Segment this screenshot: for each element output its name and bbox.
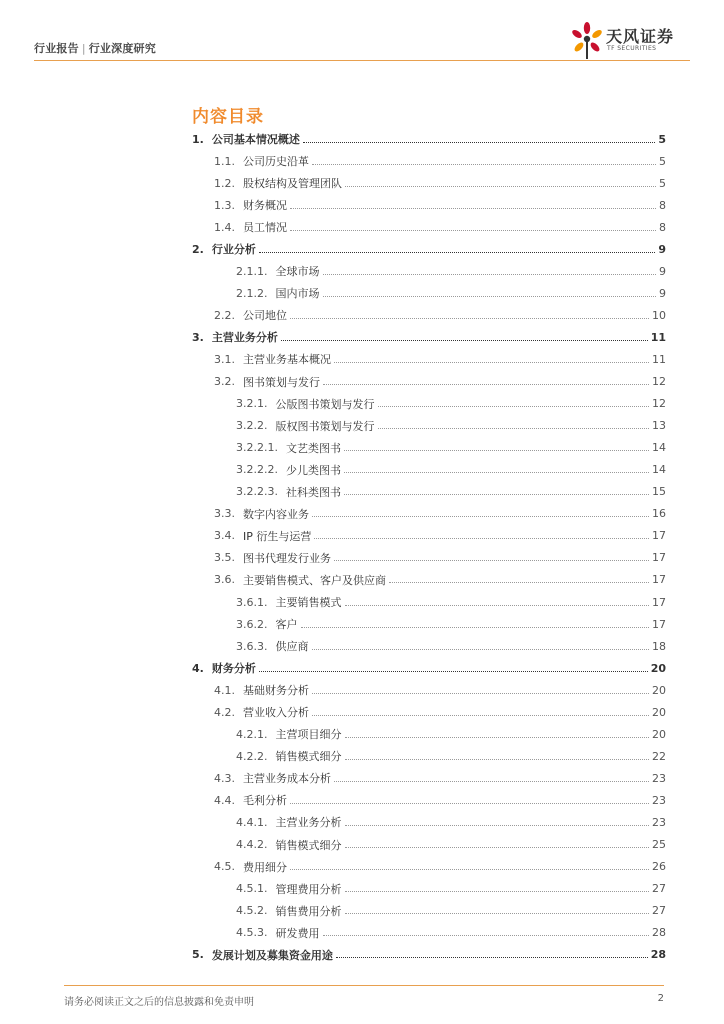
toc-entry[interactable] — [192, 922, 666, 944]
toc-dot-leader — [259, 671, 648, 672]
toc-entry-number: 4.5.3. — [236, 926, 268, 940]
toc-entry[interactable] — [192, 128, 666, 150]
toc-dot-leader — [303, 142, 656, 143]
toc-entry[interactable] — [192, 348, 666, 370]
toc-entry-title: 主要销售模式、客户及供应商 — [243, 573, 386, 587]
toc-entry-page: 23 — [652, 815, 666, 829]
toc-entry[interactable] — [192, 569, 666, 591]
toc-title: 内容目录 — [192, 107, 264, 127]
toc-dot-leader — [259, 252, 656, 253]
toc-entry[interactable] — [192, 216, 666, 238]
toc-dot-leader — [344, 450, 649, 451]
toc-entry-number: 4.1. — [214, 683, 235, 697]
toc-entry-page: 12 — [652, 375, 666, 389]
toc-entry-number: 3.6.2. — [236, 617, 268, 631]
toc-entry-title: 财务分析 — [211, 662, 256, 676]
toc-dot-leader — [312, 693, 649, 694]
toc-entry-title: 管理费用分析 — [275, 882, 342, 896]
toc-entry-page: 27 — [652, 882, 666, 896]
toc-entry-page: 17 — [652, 551, 666, 565]
toc-entry-title: 图书策划与发行 — [243, 375, 320, 389]
toc-entry-number: 4.4.2. — [236, 838, 268, 852]
toc-entry-number: 3.2.1. — [236, 397, 268, 411]
toc-entry[interactable] — [192, 481, 666, 503]
toc-entry-page: 26 — [652, 860, 666, 874]
toc-entry-page: 17 — [652, 595, 666, 609]
toc-entry-title: 版权图书策划与发行 — [275, 419, 375, 433]
toc-entry-number: 2.1.2. — [236, 286, 268, 300]
toc-entry[interactable] — [192, 326, 666, 348]
toc-dot-leader — [290, 230, 656, 231]
toc-entry-page: 28 — [650, 948, 666, 962]
toc-entry-number: 3.2.2.3. — [236, 485, 278, 499]
toc-dot-leader — [312, 164, 656, 165]
toc-entry[interactable] — [192, 547, 666, 569]
toc-entry[interactable] — [192, 260, 666, 282]
toc-entry-page: 20 — [650, 661, 666, 675]
toc-entry-title: 基础财务分析 — [243, 684, 309, 698]
toc-entry-number: 5. — [192, 948, 204, 962]
toc-entry[interactable] — [192, 282, 666, 304]
toc-entry-number: 4.3. — [214, 771, 235, 785]
toc-entry-number: 1.4. — [214, 220, 235, 234]
toc-entry-page: 13 — [652, 419, 666, 433]
toc-entry-title: 公司基本情况概述 — [211, 133, 300, 147]
footer-divider — [64, 985, 664, 986]
toc-entry[interactable] — [192, 371, 666, 393]
toc-entry-title: 少儿类图书 — [285, 463, 341, 477]
toc-dot-leader — [290, 869, 649, 870]
toc-entry-title: 供应商 — [275, 640, 309, 654]
toc-entry-title: 数字内容业务 — [243, 507, 309, 521]
toc-dot-leader — [345, 186, 656, 187]
toc-dot-leader — [281, 340, 648, 341]
toc-entry[interactable] — [192, 194, 666, 216]
toc-entry[interactable] — [192, 723, 666, 745]
toc-entry-title: 股权结构及管理团队 — [243, 177, 342, 191]
toc-entry-number: 3.2.2. — [236, 419, 268, 433]
toc-entry-number: 3. — [192, 330, 204, 344]
toc-entry-title: 毛利分析 — [243, 794, 287, 808]
brand-name-en: TF SECURITIES — [607, 45, 657, 52]
toc-entry-page: 27 — [652, 904, 666, 918]
toc-entry-number: 4.4. — [214, 793, 235, 807]
toc-entry-number: 1.2. — [214, 176, 235, 190]
toc-entry-title: 发展计划及募集资金用途 — [211, 948, 333, 962]
toc-entry-title: 公版图书策划与发行 — [275, 397, 375, 411]
toc-entry[interactable] — [192, 767, 666, 789]
toc-entry-page: 25 — [652, 838, 666, 852]
toc-entry-page: 23 — [652, 793, 666, 807]
toc-entry-page: 20 — [652, 727, 666, 741]
report-category: 行业报告 | 行业深度研究 — [34, 42, 156, 55]
toc-dot-leader — [334, 560, 649, 561]
toc-entry-number: 3.6.1. — [236, 595, 268, 609]
toc-entry-number: 4.2.2. — [236, 749, 268, 763]
report-category-label: 行业报告 — [34, 42, 79, 55]
toc-entry[interactable] — [192, 834, 666, 856]
toc-entry-title: 主营业务分析 — [275, 816, 342, 830]
toc-dot-leader — [345, 605, 650, 606]
toc-entry-title: 员工情况 — [243, 221, 287, 235]
toc-dot-leader — [312, 516, 649, 517]
toc-entry-number: 3.1. — [214, 352, 235, 366]
page-footer — [64, 985, 664, 1013]
toc-dot-leader — [378, 428, 650, 429]
toc-dot-leader — [290, 803, 649, 804]
toc-entry[interactable] — [192, 437, 666, 459]
toc-entry-title: 营业收入分析 — [243, 706, 309, 720]
toc-dot-leader — [312, 715, 649, 716]
toc-entry-page: 14 — [652, 463, 666, 477]
report-subcategory-label: 行业深度研究 — [88, 42, 156, 55]
toc-dot-leader — [323, 296, 657, 297]
page-number: 2 — [657, 993, 664, 1004]
toc-entry[interactable] — [192, 657, 666, 679]
toc-dot-leader — [323, 384, 649, 385]
brand-logo — [570, 20, 690, 60]
toc-entry-title: 销售模式细分 — [275, 838, 342, 852]
toc-entry-title: 全球市场 — [275, 265, 320, 279]
brand-name-cn: 天风证券 — [606, 27, 675, 46]
footer-disclaimer: 请务必阅读正文之后的信息披露和免责申明 — [64, 997, 254, 1008]
toc-entry-title: 主营业务分析 — [211, 331, 278, 345]
toc-entry-page: 12 — [652, 397, 666, 411]
toc-entry-number: 4.5.1. — [236, 882, 268, 896]
toc-entry[interactable] — [192, 811, 666, 833]
toc-entry-page: 17 — [652, 573, 666, 587]
flower-logo-icon — [570, 20, 604, 60]
toc-dot-leader — [345, 913, 650, 914]
toc-entry-number: 1. — [192, 132, 204, 146]
toc-entry-page: 14 — [652, 441, 666, 455]
toc-entry-title: 主营业务基本概况 — [243, 353, 331, 367]
toc-entry[interactable] — [192, 459, 666, 481]
toc-entry[interactable] — [192, 679, 666, 701]
toc-entry-title: 行业分析 — [211, 243, 256, 257]
toc-dot-leader — [389, 582, 649, 583]
toc-dot-leader — [345, 847, 650, 848]
toc-dot-leader — [378, 406, 650, 407]
toc-entry-page: 9 — [658, 242, 666, 256]
toc-entry-title: 主营项目细分 — [275, 728, 342, 742]
toc-entry-page: 5 — [659, 176, 666, 190]
toc-entry-title: 社科类图书 — [285, 485, 341, 499]
toc-entry-number: 1.3. — [214, 198, 235, 212]
toc-entry-number: 3.5. — [214, 551, 235, 565]
toc-entry[interactable] — [192, 393, 666, 415]
toc-entry-number: 3.2.2.2. — [236, 463, 278, 477]
toc-entry-number: 4.2. — [214, 705, 235, 719]
toc-entry-page: 15 — [652, 485, 666, 499]
toc-dot-leader — [334, 362, 649, 363]
toc-entry-number: 3.6.3. — [236, 639, 268, 653]
toc-entry-number: 3.6. — [214, 573, 235, 587]
toc-entry[interactable] — [192, 525, 666, 547]
toc-entry[interactable] — [192, 503, 666, 525]
toc-dot-leader — [312, 649, 650, 650]
toc-entry[interactable] — [192, 944, 666, 966]
toc-entry-title: 文艺类图书 — [285, 441, 341, 455]
toc-entry[interactable] — [192, 172, 666, 194]
toc-entry-page: 5 — [658, 132, 666, 146]
toc-dot-leader — [336, 957, 648, 958]
toc-entry[interactable] — [192, 304, 666, 326]
toc-entry[interactable] — [192, 238, 666, 260]
toc-entry-page: 8 — [659, 220, 666, 234]
toc-entry-title: 销售模式细分 — [275, 750, 342, 764]
toc-entry-number: 4.2.1. — [236, 727, 268, 741]
toc-entry-page: 8 — [659, 198, 666, 212]
toc-entry-title: 客户 — [275, 618, 298, 632]
toc-entry-title: 主营业务成本分析 — [243, 772, 331, 786]
toc-entry-page: 20 — [652, 683, 666, 697]
toc-entry[interactable] — [192, 613, 666, 635]
toc-dot-leader — [334, 781, 649, 782]
toc-entry-number: 3.2.2.1. — [236, 441, 278, 455]
toc-entry[interactable] — [192, 415, 666, 437]
toc-entry[interactable] — [192, 856, 666, 878]
toc-dot-leader — [301, 627, 650, 628]
toc-entry-title: 销售费用分析 — [275, 904, 342, 918]
toc-dot-leader — [290, 208, 656, 209]
toc-entry-page: 9 — [659, 264, 666, 278]
toc-dot-leader — [344, 472, 649, 473]
page-header — [34, 0, 690, 62]
toc-entry-page: 11 — [650, 330, 666, 344]
toc-entry-page: 16 — [652, 507, 666, 521]
toc-entry-number: 2. — [192, 242, 204, 256]
toc-entry-title: 图书代理发行业务 — [243, 551, 331, 565]
toc-entry-number: 3.2. — [214, 375, 235, 389]
toc-entry-title: 公司历史沿革 — [243, 155, 309, 169]
toc-entry-number: 1.1. — [214, 154, 235, 168]
toc-entry-title: 费用细分 — [243, 860, 287, 874]
toc-dot-leader — [345, 891, 650, 892]
toc-entry-page: 10 — [652, 308, 666, 322]
toc-dot-leader — [344, 494, 649, 495]
toc-entry-page: 23 — [652, 771, 666, 785]
toc-entry[interactable] — [192, 701, 666, 723]
toc-entry-title: IP 衍生与运营 — [243, 529, 312, 543]
toc-entry[interactable] — [192, 150, 666, 172]
toc-dot-leader — [290, 318, 649, 319]
toc-entry-number: 4.5. — [214, 860, 235, 874]
table-of-contents — [192, 128, 666, 966]
toc-entry[interactable] — [192, 878, 666, 900]
toc-entry-number: 4. — [192, 661, 204, 675]
toc-dot-leader — [323, 935, 650, 936]
toc-entry[interactable] — [192, 591, 666, 613]
toc-entry-page: 28 — [652, 926, 666, 940]
toc-entry-number: 4.4.1. — [236, 815, 268, 829]
toc-entry-title: 主要销售模式 — [275, 596, 342, 609]
toc-entry-title: 研发费用 — [275, 926, 320, 940]
toc-dot-leader — [345, 737, 650, 738]
toc-entry-number: 2.2. — [214, 308, 235, 322]
toc-entry-number: 2.1.1. — [236, 264, 268, 278]
toc-entry-page: 18 — [652, 639, 666, 653]
toc-entry-number: 3.3. — [214, 507, 235, 521]
toc-entry-page: 5 — [659, 154, 666, 168]
toc-entry[interactable] — [192, 745, 666, 767]
toc-entry-title: 国内市场 — [275, 287, 320, 301]
toc-entry-page: 9 — [659, 286, 666, 300]
toc-dot-leader — [345, 759, 650, 760]
toc-entry-page: 17 — [652, 617, 666, 631]
toc-entry-page: 20 — [652, 705, 666, 719]
toc-entry[interactable] — [192, 635, 666, 657]
toc-entry-page: 22 — [652, 749, 666, 763]
toc-dot-leader — [314, 538, 649, 539]
toc-entry-title: 公司地位 — [243, 309, 287, 323]
toc-entry-page: 17 — [652, 529, 666, 543]
toc-dot-leader — [323, 274, 657, 275]
toc-entry[interactable] — [192, 789, 666, 811]
header-divider — [34, 60, 690, 61]
toc-entry-number: 3.4. — [214, 529, 235, 543]
toc-entry-title: 财务概况 — [243, 199, 287, 213]
toc-entry-page: 11 — [652, 352, 666, 366]
toc-entry-number: 4.5.2. — [236, 904, 268, 918]
toc-entry[interactable] — [192, 900, 666, 922]
toc-dot-leader — [345, 825, 650, 826]
